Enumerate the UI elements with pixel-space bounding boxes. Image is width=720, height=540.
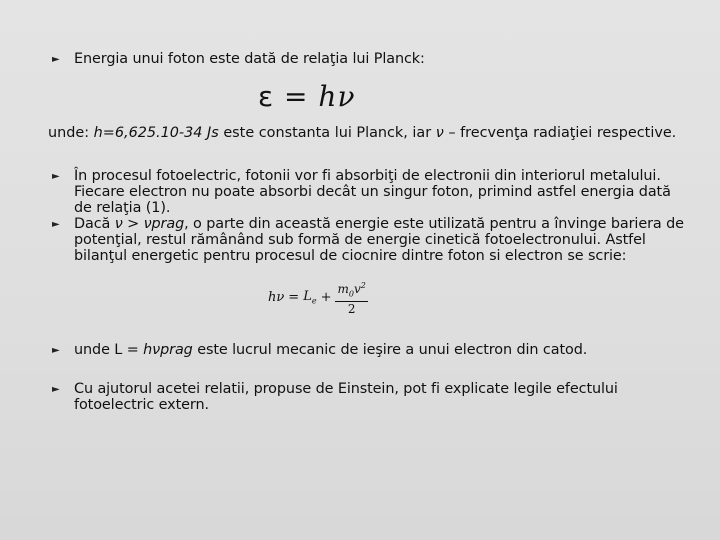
formula-hnu: hν [268,290,285,306]
unde-mid: este constanta lui Planck, iar [223,125,432,141]
triangle-bullet-icon: ► [52,171,60,182]
bullet-text: În procesul fotoelectric, fotonii vor fi absorbiţi de electronii din interiorul metalului. Fiecare electron nu poate absorbi decât un singur foton, primind astfel energia dată de relaţia (1). [74,168,671,216]
triangle-bullet-icon: ► [52,219,60,230]
formula-equals: = [284,80,309,113]
unde-label: unde: [48,125,90,141]
triangle-bullet-icon: ► [52,345,60,356]
work-post: este lucrul mecanic de ieşire a unui electron din catod. [197,342,588,358]
bullet-work-function [52,342,690,359]
bullet-text: Energia unui foton este dată de relaţia lui Planck: [74,51,425,67]
work-expr: hνprag [143,342,193,358]
triangle-bullet-icon: ► [52,54,60,65]
bullet-photoelectric [52,168,690,216]
unde-line [48,125,676,142]
planck-constant-expr: h=6,625.10-34 Js [93,125,219,141]
bullet-planck [52,51,690,68]
bullet-threshold [52,216,690,264]
bullet-einstein [52,381,690,413]
bullet-text [74,342,587,359]
einstein-formula [268,279,368,316]
formula-work: $L_e$ [303,289,317,306]
formula-equals: = [288,290,300,306]
fraction-denominator: 2 [347,302,356,317]
unde-post: – frecvenţa radiaţiei respective. [448,125,677,141]
formula-epsilon: ε [258,80,275,113]
formula-hnu: hν [318,80,356,113]
bullet-text: Cu ajutorul acetei relatii, propuse de Einstein, pot fi explicate legile efectului fotoelectric extern. [74,381,618,413]
triangle-bullet-icon: ► [52,384,60,395]
work-pre: unde L = [74,342,139,358]
threshold-post: , o parte din această energie este utilizată pentru a învinge bariera de potenţial, restul rămânând sub formă de energie cinetică fotoelectronului. Astfel bilanţul energetic pentru procesul de ciocnire dintre foton si electron se scrie: [74,216,684,264]
formula-plus: + [320,290,332,306]
threshold-condition: ν > νprag [114,216,185,232]
bullet-text [74,216,690,264]
threshold-pre: Dacă [74,216,111,232]
nu-symbol: ν [435,125,444,141]
fraction-numerator: $m_0v^2$ [335,279,367,302]
kinetic-fraction [335,279,367,316]
planck-formula [258,80,355,113]
